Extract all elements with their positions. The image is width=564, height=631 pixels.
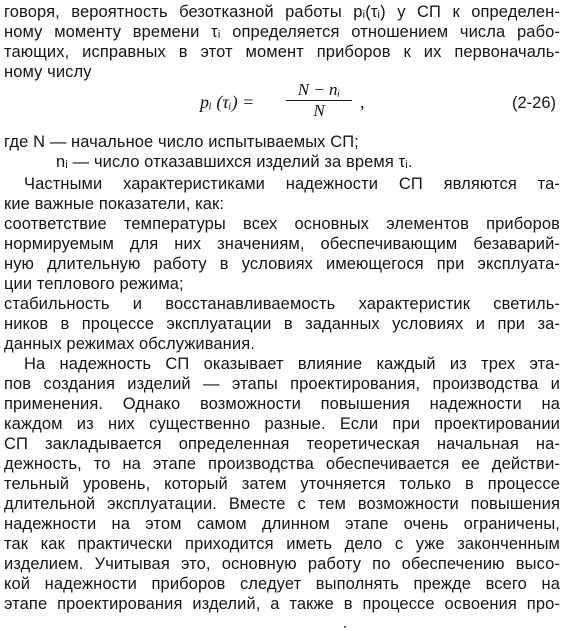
equation-number: (2-26) — [511, 94, 556, 112]
text-line: так как практически приходится иметь дело с уже законченным — [4, 535, 560, 553]
text-line: ному числу — [4, 63, 92, 81]
text-line: СП закладывается определенная теоретическая начальная на- — [4, 435, 560, 453]
formula-denominator: N — [313, 101, 325, 120]
text-line: этапе проектирования изделий, а также в процессе освоения про- — [4, 595, 560, 613]
formula-lhs: pᵢ (τᵢ) = — [200, 92, 255, 112]
text-line: На надежность СП оказывает влияние каждый из трех эта- — [24, 355, 560, 373]
text-line: каждом из них существенно разные. Если при проектировании — [4, 415, 560, 433]
text-line: длительной эксплуатации. Вместе с тем возможности повышения — [4, 495, 560, 513]
text-line: надежности на этом самом длинном этапе очень ограничены, — [4, 515, 560, 533]
text-line: соответствие температуры всех основных элементов приборов — [4, 215, 560, 233]
text-line: ному моменту времени τᵢ определяется отношением числа рабо- — [4, 23, 560, 41]
text-line: дежность, то на этапе производства обеспечивается ее действи- — [4, 455, 560, 473]
text-line: ную длительную работу в условиях имеющегося при эксплуата- — [4, 255, 560, 273]
formula-numerator: N − nᵢ — [286, 80, 352, 101]
definition-line: nᵢ — число отказавшихся изделий за время τᵢ. — [56, 153, 413, 171]
formula-comma: , — [360, 92, 365, 112]
text-line: тельный уровень, который затем уточняется только в процессе — [4, 475, 560, 493]
text-line: ции теплового режима; — [4, 275, 184, 293]
text-line: кой надежности приборов следует выполнять прежде всего на — [4, 575, 560, 593]
text-line: ников в процессе эксплуатации в заданных условиях и при за- — [4, 315, 560, 333]
scan-speck — [344, 626, 346, 628]
text-line: применения. Однако возможности повышения надежности на — [4, 395, 560, 413]
text-line: стабильность и восстанавливаемость характеристик светиль- — [4, 295, 560, 313]
text-line: говоря, вероятность безотказной работы pᵢ(τᵢ) у СП к определен- — [4, 3, 560, 21]
text-line: Частными характеристиками надежности СП являются та- — [24, 175, 560, 193]
text-line: изделием. Учитывая это, основную работу по обеспечению высо- — [4, 555, 560, 573]
text-line: данных режимах обслуживания. — [4, 335, 255, 353]
formula-fraction — [286, 80, 352, 121]
text-line: пов создания изделий — этапы проектирования, производства и — [4, 375, 560, 393]
text-line: тающих, исправных в этот момент приборов к их первоначаль- — [4, 43, 560, 61]
definition-line: где N — начальное число испытываемых СП; — [4, 133, 359, 151]
text-line: нормируемым для них значениям, обеспечивающим безаварий- — [4, 235, 560, 253]
text-line: кие важные показатели, как: — [4, 195, 225, 213]
